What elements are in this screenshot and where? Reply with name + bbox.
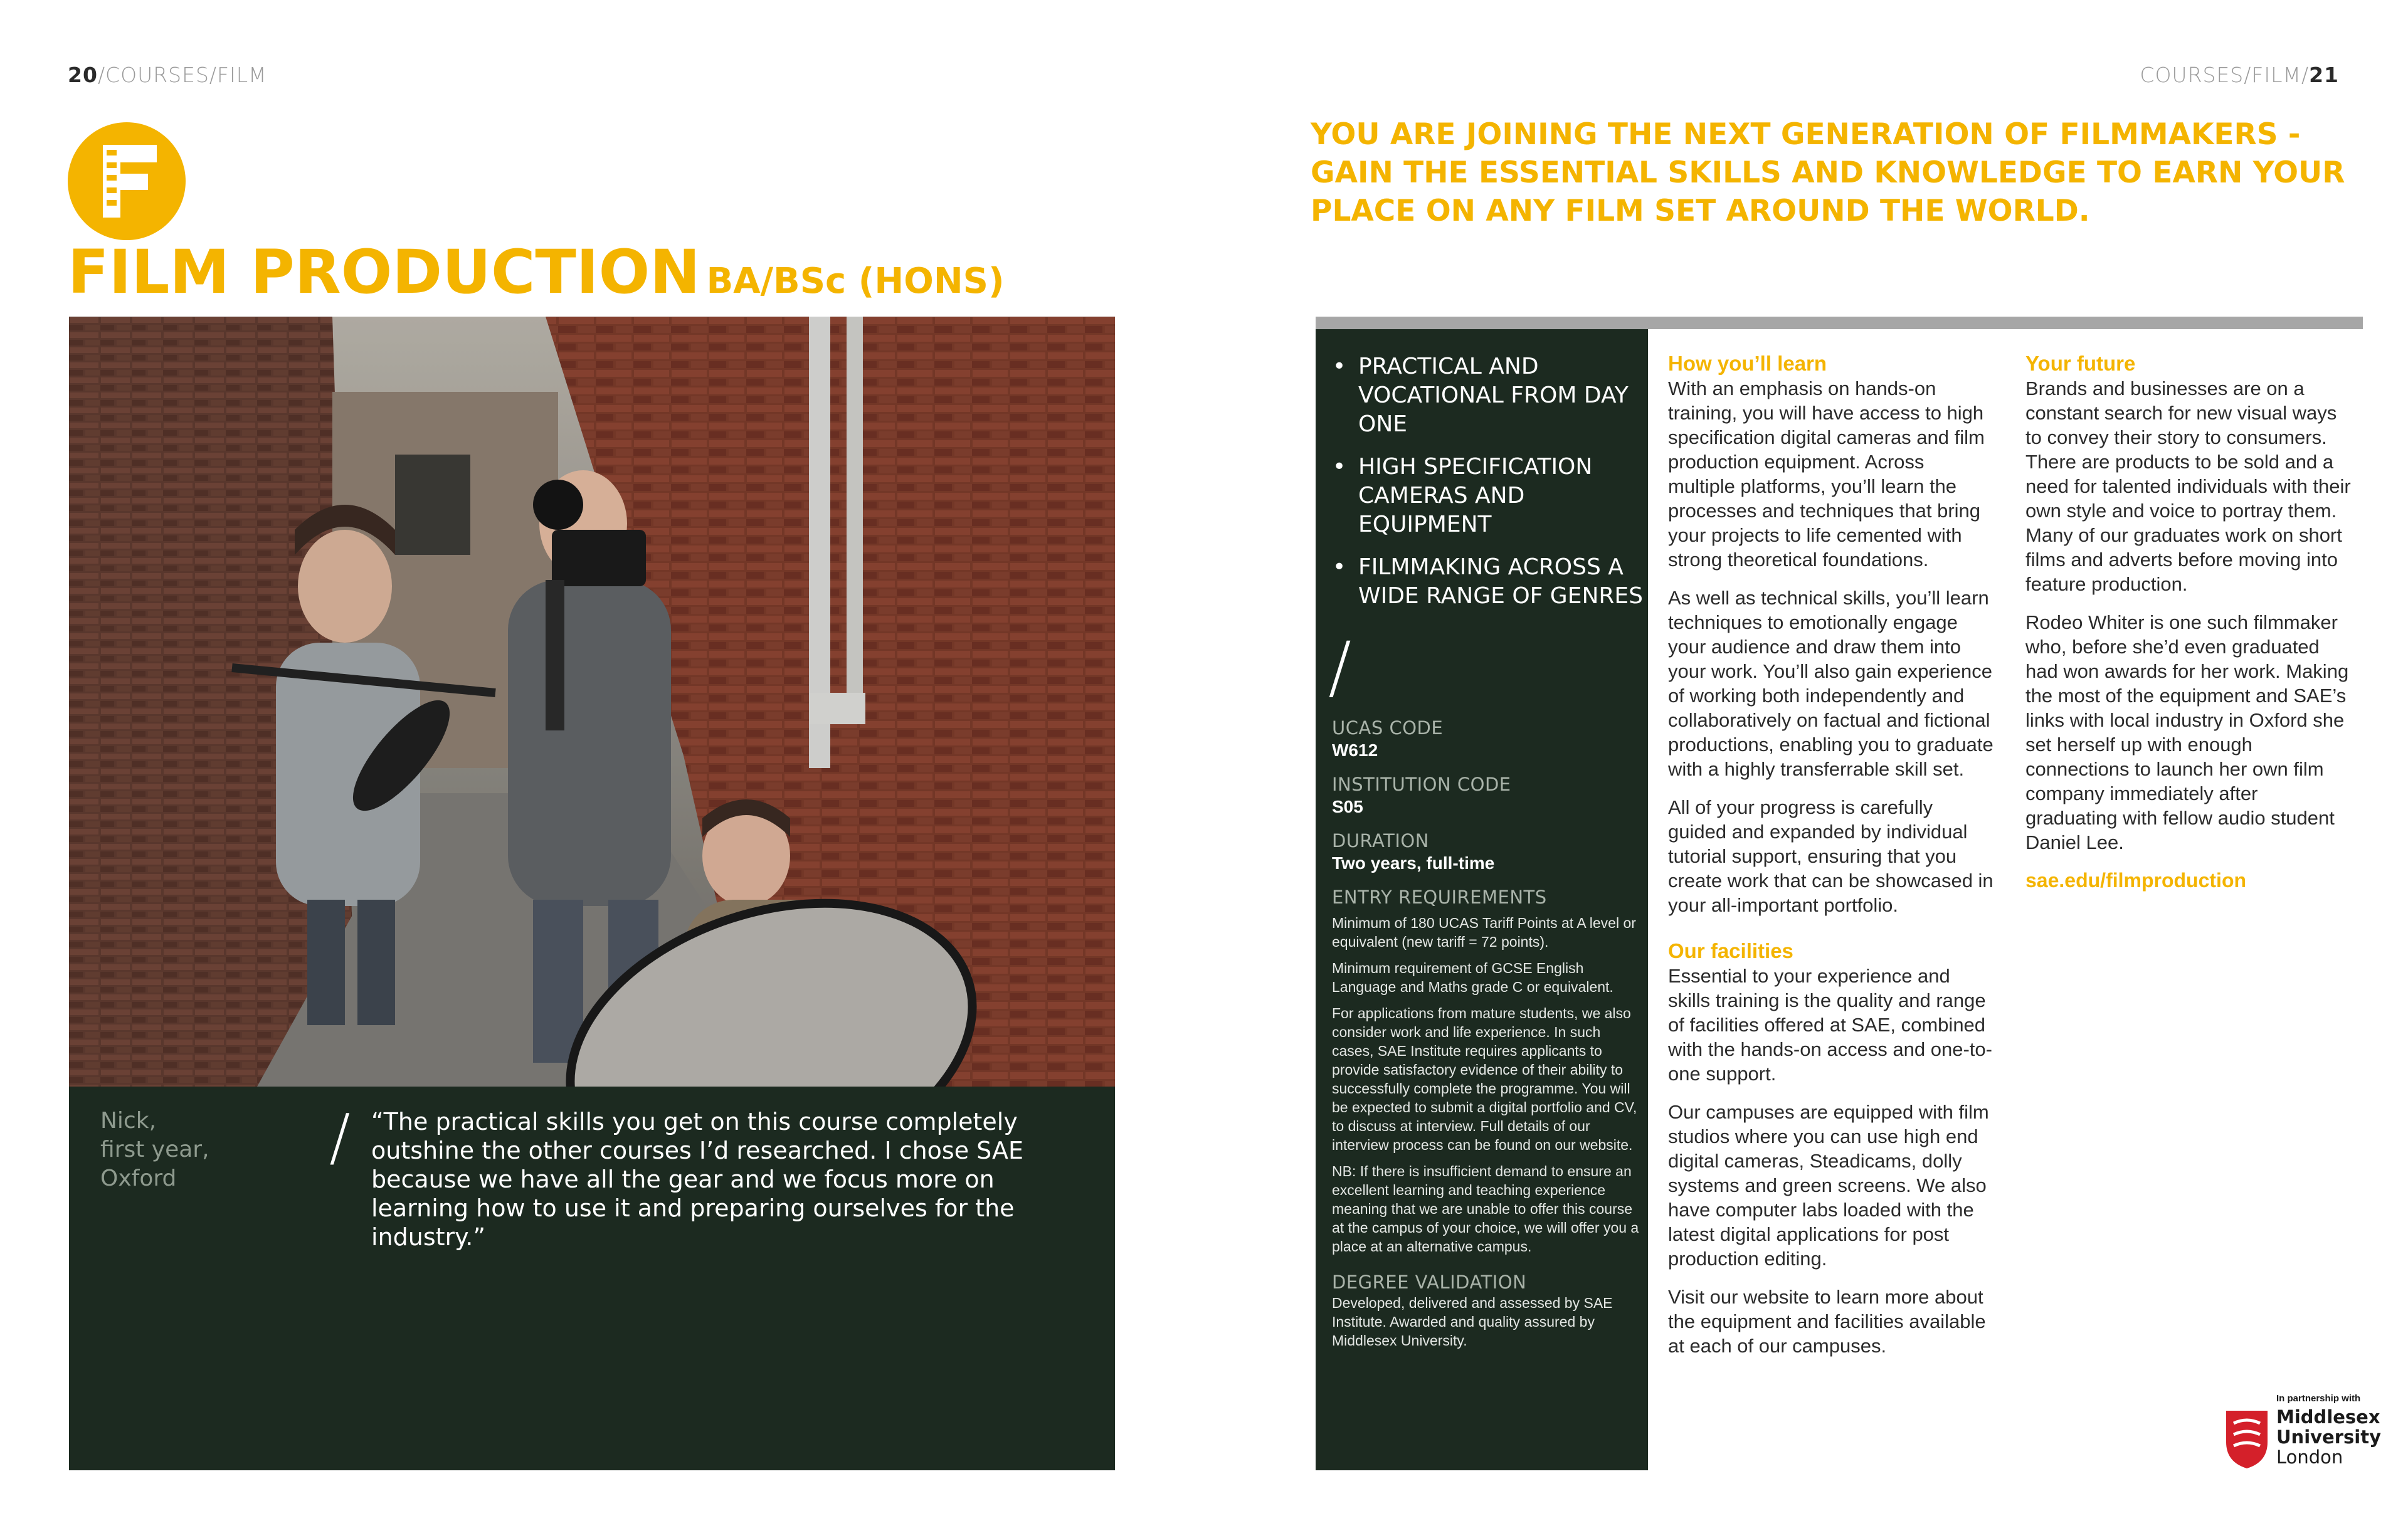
how-you-learn-text: As well as technical skills, you’ll learn techniques to emotionally engage your audience and draw them into your work. You’ll also gain experience of working both independently and collaboratively on factual and fictional productions, enabling you to graduate with a highly transferrable skill set. — [1668, 587, 1993, 780]
entry-requirement-text: NB: If there is insufficient demand to ensure an excellent learning and teaching experience meaning that we are unable to offer this course at the campus of your choice, we will offer you a place at an alternative campus. — [1332, 1163, 1639, 1255]
course-degree: BA/BSc (HONS) — [706, 261, 1005, 302]
facilities-text: Visit our website to learn more about the equipment and facilities available at each of our campuses. — [1668, 1286, 1986, 1357]
entry-requirement-text: For applications from mature students, we also consider work and life experience. In such cases, SAE Institute requires applicants to provide satisfactory evidence of their ability to successfully complete the programme. You will be expected to submit a digital portfolio and CV, to discuss at interview. Full details of our interview process can be found on our website. — [1332, 1005, 1637, 1153]
partner-name-line: London — [2276, 1446, 2343, 1468]
course-facts — [1332, 717, 1639, 1357]
duration-label: DURATION — [1332, 830, 1429, 851]
right-page-path: COURSES/FILM/ — [2140, 63, 2310, 87]
ucas-code-value: W612 — [1332, 740, 1378, 760]
entry-requirements-label: ENTRY REQUIREMENTS — [1332, 887, 1547, 908]
left-page-path: /COURSES/FILM — [97, 63, 267, 87]
testimonial-author — [100, 1107, 288, 1193]
students-filming-photo — [69, 317, 1115, 1087]
partner-name-line: Middlesex — [2276, 1406, 2380, 1428]
testimonial-quote: “The practical skills you get on this course completely outshine the other courses I’d researched. I chose SAE because we have all the gear and we focus more on learning how to use it and preparing ourselves for the industry.” — [371, 1108, 1024, 1251]
degree-validation-text: Developed, delivered and assessed by SAE Institute. Awarded and quality assured by Middlesex University. — [1332, 1295, 1613, 1349]
film-strip-f-icon — [68, 122, 186, 240]
author-campus: Oxford — [100, 1166, 177, 1191]
right-page-number: 21 — [2309, 63, 2339, 87]
page-headline: YOU ARE JOINING THE NEXT GENERATION OF FILMMAKERS - GAIN THE ESSENTIAL SKILLS AND KNOWLEDGE TO EARN YOUR PLACE ON ANY FILM SET AROUND THE WORLD. — [1311, 117, 2345, 228]
right-page-header — [2140, 63, 2339, 87]
institution-code-value: S05 — [1332, 797, 1363, 816]
left-page-header — [68, 63, 267, 87]
author-year: first year, — [100, 1137, 209, 1162]
course-website-link[interactable]: sae.edu/filmproduction — [2025, 869, 2247, 892]
how-you-learn-heading: How you’ll learn — [1668, 352, 1827, 375]
your-future-text: Brands and businesses are on a constant search for new visual ways to convey their story to consumers. There are products to be sold and a need for talented individuals with their own style and voice to portray them. Many of our graduates work on short films and adverts before moving into feature production. — [2025, 377, 2351, 595]
highlight-item: • FILMMAKING ACROSS A WIDE RANGE OF GENRES — [1329, 553, 1643, 611]
entry-requirement-text: Minimum of 180 UCAS Tariff Points at A level or equivalent (new tariff = 72 points). — [1332, 915, 1636, 950]
facilities-text: Our campuses are equipped with film studios where you can use high end digital cameras, Steadicams, dolly systems and green screens. We also have computer labs loaded with the latest digital applications for post production editing. — [1668, 1101, 1989, 1270]
partner-name-line: University — [2276, 1426, 2381, 1448]
course-title — [68, 237, 1005, 307]
facilities-text: Essential to your experience and skills training is the quality and range of facilities offered at SAE, combined with the hands-on access and one-to-one support. — [1668, 965, 1992, 1085]
degree-validation-label: DEGREE VALIDATION — [1332, 1272, 1527, 1293]
how-you-learn-text: With an emphasis on hands-on training, you will have access to high specification digital cameras and film production equipment. Across multiple platforms, you’ll learn the processes and techniques that bring your projects to life cemented with strong theoretical foundations. — [1668, 377, 1985, 571]
partner-name — [2276, 1407, 2381, 1467]
ucas-code-label: UCAS CODE — [1332, 717, 1444, 739]
middlesex-shield-icon — [2225, 1409, 2269, 1470]
institution-code-label: INSTITUTION CODE — [1332, 774, 1511, 795]
your-future-text: Rodeo Whiter is one such filmmaker who, before she’d even graduated had won awards for her work. Making the most of the equipment and SAE’s links with local industry in Oxford she set herself up with enough connections to launch her own film company immediately after graduating with fellow audio student Daniel Lee. — [2025, 611, 2349, 853]
highlight-item: • PRACTICAL AND VOCATIONAL FROM DAY ONE — [1329, 352, 1643, 439]
highlight-item: • HIGH SPECIFICATION CAMERAS AND EQUIPMENT — [1329, 453, 1643, 539]
partner-prefix: In partnership with — [2276, 1393, 2361, 1404]
how-you-learn-text: All of your progress is carefully guided and expanded by individual tutorial support, ensuring that you create work that can be showcased in your all-important portfolio. — [1668, 796, 1993, 916]
future-column — [2025, 351, 2352, 893]
left-page-number: 20 — [68, 63, 98, 87]
your-future-heading: Your future — [2025, 352, 2136, 375]
course-name: FILM PRODUCTION — [68, 237, 700, 307]
info-slash-mark: / — [1328, 627, 1352, 707]
facilities-heading: Our facilities — [1668, 939, 1793, 962]
course-highlights — [1329, 352, 1643, 624]
author-name: Nick, — [100, 1108, 157, 1134]
duration-value: Two years, full-time — [1332, 853, 1495, 873]
learning-column — [1668, 351, 1994, 1372]
entry-requirement-text: Minimum requirement of GCSE English Language and Maths grade C or equivalent. — [1332, 960, 1613, 995]
info-top-rule — [1316, 317, 2363, 329]
testimonial-slash-mark: / — [329, 1100, 351, 1174]
